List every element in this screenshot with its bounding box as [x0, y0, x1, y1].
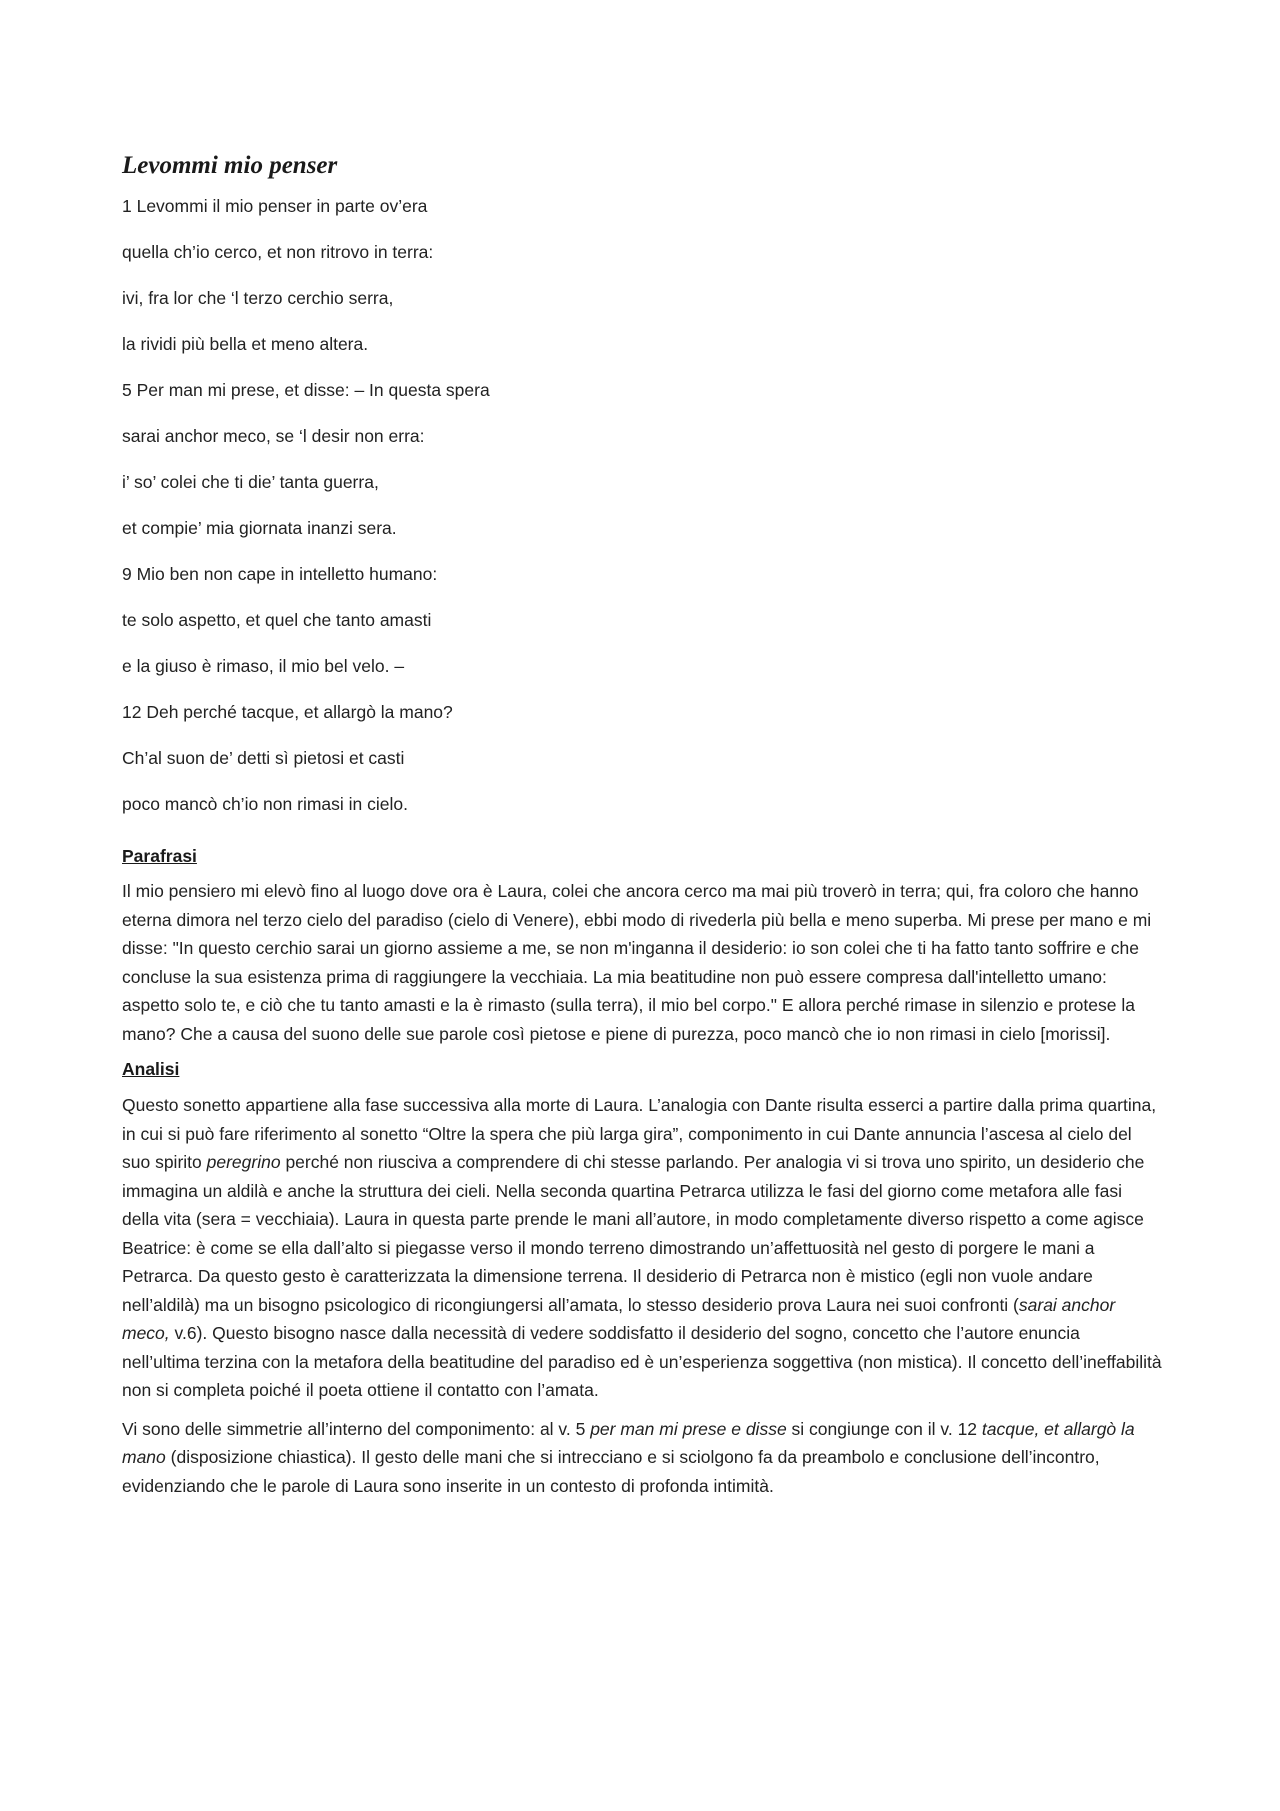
verse-line: 9 Mio ben non cape in intelletto humano: [122, 563, 438, 584]
page-title: Levommi mio penser [122, 152, 338, 179]
verse-line: sarai anchor meco, se ‘l desir non erra: [122, 425, 425, 446]
analisi-text: Vi sono delle simmetrie all’interno del componimento: al v. 5 [122, 1418, 591, 1439]
analisi-text: v.6). Questo bisogno nasce dalla necessità di vedere soddisfatto il desiderio del sogno, concetto che l’autore enuncia nell’ultima terzina con la metafora della beatitudine del paradiso ed è un’esperienza soggettiva (non mistica). Il concetto dell’ineffabilità non si completa poiché il poeta ottiene il contatto con l’amata. [122, 1323, 1162, 1400]
verse-line: i’ so’ colei che ti die’ tanta guerra, [122, 471, 379, 492]
verse-line: et compie’ mia giornata inanzi sera. [122, 517, 397, 538]
analisi-text: Questo sonetto appartiene alla fase successiva alla morte di Laura. L’analogia con Dante risulta esserci a partire dalla prima quartina, in cui si può fare riferimento al sonetto “Oltre la spera che più larga gira”, componimento in cui Dante annuncia l’ascesa al cielo del suo spirito [122, 1095, 1157, 1172]
verse-line: 1 Levommi il mio penser in parte ov’era [122, 195, 428, 216]
verse-line: e la giuso è rimaso, il mio bel velo. – [122, 655, 405, 676]
verse-line: la rividi più bella et meno altera. [122, 333, 369, 354]
parafrasi-text: Il mio pensiero mi elevò fino al luogo dove ora è Laura, colei che ancora cerco ma mai più troverò in terra; qui, fra coloro che hanno eterna dimora nel terzo cielo del paradiso (cielo di Venere), ebbi modo di rivederla più bella e meno superba. Mi prese per mano e mi disse: "In questo cerchio sarai un giorno assieme a me, se non m'inganna il desiderio: io son colei che ti ha fatto tanto soffrire e che concluse la sua esistenza prima di raggiungere la vecchiaia. La mia beatitudine non può essere compresa dall'intelletto umano: aspetto solo te, e ciò che tu tanto amasti e la è rimasto (sulla terra), il mio bel corpo." E allora perché rimase in silenzio e protese la mano? Che a causa del suono delle sue parole così pietose e piene di purezza, poco mancò che io non rimasi in cielo [morissi]. [122, 881, 1152, 1044]
analisi-text: (disposizione chiastica). Il gesto delle mani che si intrecciano e si sciolgono fa da preambolo e conclusione dell’incontro, evidenziando che le parole di Laura sono inserite in un contesto di profonda intimità. [122, 1447, 1100, 1496]
analisi-italic: peregrino [206, 1152, 281, 1172]
verse-line: ivi, fra lor che ‘l terzo cerchio serra, [122, 287, 394, 308]
verse-line: Ch’al suon de’ detti sì pietosi et casti [122, 747, 405, 768]
analisi-italic: sarai anchor meco, [122, 1294, 1116, 1343]
verse-line: te solo aspetto, et quel che tanto amasti [122, 609, 432, 630]
analisi-italic: tacque, et allargò la mano [122, 1418, 1135, 1467]
analisi-heading: Analisi [122, 1059, 180, 1080]
poem [122, 195, 1162, 839]
verse-line: 5 Per man mi prese, et disse: – In questa spera [122, 379, 490, 400]
analisi-text: si congiunge con il v. 12 [786, 1418, 982, 1439]
verse-line: poco mancò ch’io non rimasi in cielo. [122, 793, 408, 814]
document-body [122, 150, 1162, 1510]
analisi-paragraph-1 [122, 1091, 1162, 1405]
analisi-italic: per man mi prese e disse [590, 1418, 787, 1439]
verse-line: quella ch’io cerco, et non ritrovo in terra: [122, 241, 434, 262]
parafrasi-heading: Parafrasi [122, 845, 197, 866]
analisi-paragraph-2 [122, 1415, 1162, 1501]
verse-line: 12 Deh perché tacque, et allargò la mano? [122, 701, 453, 722]
analisi-text: perché non riusciva a comprendere di chi stesse parlando. Per analogia vi si trova uno spirito, un desiderio che immagina un aldilà e anche la struttura dei cieli. Nella seconda quartina Petrarca utilizza le fasi del giorno come metafora alle fasi della vita (sera = vecchiaia). Laura in questa parte prende le mani all’autore, in modo completamente diverso rispetto a come agisce Beatrice: è come se ella dall’alto si piegasse verso il mondo terreno dimostrando un’affettuosità nel gesto di porgere le mani a Petrarca. Da questo gesto è caratterizzata la dimensione terrena. Il desiderio di Petrarca non è mistico (egli non vuole andare nell’aldilà) ma un bisogno psicologico di ricongiungersi all’amata, lo stesso desiderio prova Laura nei suoi confronti ( [122, 1152, 1145, 1315]
